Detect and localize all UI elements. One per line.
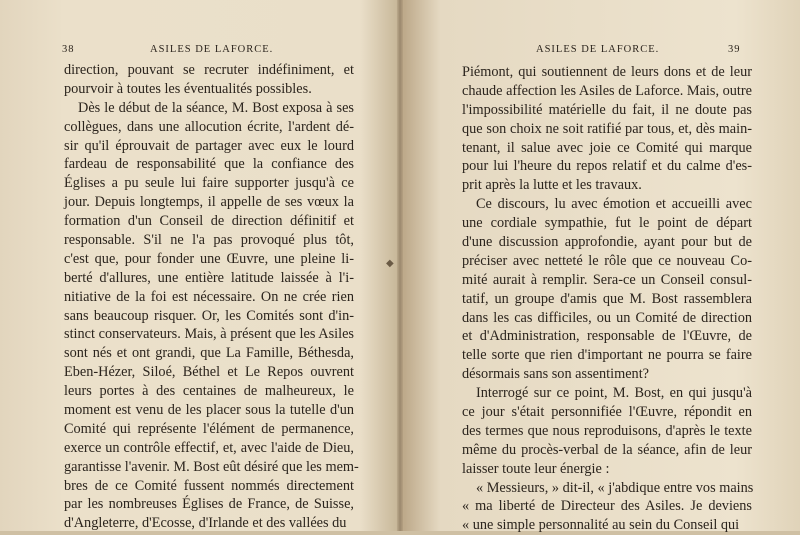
text-line: mité aurait à remplir. Sera-ce un Conseil consul- — [462, 271, 752, 288]
text-line: jour. Depuis longtemps, il appelle de ses vœux la — [64, 194, 354, 211]
text-line: responsable. S'il ne l'a pas provoqué plus tôt, — [64, 232, 354, 249]
text-line: d'Angleterre, d'Ecosse, d'Irlande et des vallées du — [64, 515, 347, 532]
text-line: telle sorte que rien d'important ne pourra se faire — [462, 347, 752, 364]
text-line: fardeau de responsabilité que la confiance des — [64, 156, 354, 173]
text-line: « une simple personnalité au sein du Conseil qui — [462, 517, 740, 534]
text-line: dans les cas difficiles, ou un Comité de direction — [462, 309, 752, 326]
text-line: moment est venu de les placer sous la tutelle d'un — [64, 402, 354, 419]
text-line: Eben-Hézer, Siloé, Béthel et Le Repos ouvrent — [64, 364, 354, 381]
text-line: que son choix ne soit ratifié par tous, et, dès main- — [462, 120, 752, 137]
text-line: désormais sans son assentiment? — [462, 366, 650, 383]
text-line: sans beaucoup risquer. Or, les Comités sont d'in- — [64, 307, 354, 324]
text-line: leurs portes à des centaines de malheureux, le — [64, 383, 354, 400]
text-line: tenant, il salue avec joie ce Comité qui marque — [462, 139, 752, 156]
gutter-mark: ◆ — [386, 258, 394, 269]
text-line: laisser toute leur énergie : — [462, 460, 610, 477]
page-number: 38 — [62, 44, 75, 55]
text-line: même du procès-verbal de la séance, afin de leur — [462, 441, 752, 458]
text-line: préciser avec netteté le rôle que ce nouveau Co- — [462, 252, 752, 269]
text-line: Ce discours, lu avec émotion et accueilli avec — [476, 196, 752, 213]
text-line: collègues, dans une allocution écrite, l'ardent dé- — [64, 118, 354, 135]
text-line: nitiative de la foi est nécessaire. On ne crée rien — [64, 288, 354, 305]
text-line: sir qu'il éprouvait de partager avec eux le lourd — [64, 137, 354, 154]
text-line: c'est que, pour fonder une Œuvre, une pleine li- — [64, 250, 354, 267]
text-line: Interrogé sur ce point, M. Bost, en qui jusqu'à — [476, 385, 752, 402]
page-body — [462, 63, 752, 535]
text-line: chaude affection les Asiles de Laforce. Mais, outre — [462, 82, 752, 99]
running-head: ASILES DE LAFORCE. — [536, 44, 660, 55]
text-line: bres de ce Comité fussent nommés directement — [64, 477, 354, 494]
text-line: exerce un contrôle effectif, et, avec l'aide de Dieu, — [64, 439, 354, 456]
text-line: des termes que nous reproduisons, d'après le texte — [462, 422, 752, 439]
text-line: ce jour s'était personnifiée l'Œuvre, répondit en — [462, 404, 752, 421]
text-line: prit après la lutte et les travaux. — [462, 177, 642, 194]
text-line: pour lui l'heure du repos relatif et du calme d'es- — [462, 158, 752, 175]
text-line: Églises a pu seule lui faire supporter jusqu'à ce — [64, 175, 354, 192]
text-line: d'une discussion approfondie, ayant pour but de — [462, 234, 752, 251]
right-page — [402, 0, 800, 534]
text-line: pourvoir à toutes les éventualités possibles. — [64, 80, 312, 97]
text-line: formation d'un Conseil de direction définitif et — [64, 213, 354, 230]
text-line: « ma liberté de Directeur des Asiles. Je deviens — [462, 498, 752, 515]
running-head: ASILES DE LAFORCE. — [150, 44, 274, 55]
text-line: et d'Administration, responsable de l'Œuvre, de — [462, 328, 752, 345]
page-body — [64, 61, 359, 533]
text-line: Comité qui représente l'élément de permanence, — [64, 420, 354, 437]
text-line: garantisse l'avenir. M. Bost eût désiré que les mem- — [64, 458, 359, 475]
page-number: 39 — [728, 44, 741, 55]
text-line: stinct conservateurs. Mais, à présent que les Asiles — [64, 326, 354, 343]
text-line: berté d'allures, une entière latitude laissée à l'i- — [64, 269, 354, 286]
text-line: l'impossibilité matérielle du fait, il ne doute pas — [462, 101, 752, 118]
text-line: direction, pouvant se recruter indéfiniment, et — [64, 62, 354, 78]
text-line: sont nés et ont grandi, que La Famille, Béthesda, — [64, 345, 354, 362]
left-page — [0, 0, 398, 531]
text-line: tatif, un groupe d'amis que M. Bost rassemblera — [462, 290, 752, 307]
text-line: par les nombreuses Églises de France, de Suisse, — [64, 496, 354, 513]
text-line: une cordiale sympathie, fut le point de départ — [462, 215, 752, 232]
text-line: « Messieurs, » dit-il, « j'abdique entre vos mains — [476, 479, 754, 496]
text-line: Piémont, qui soutiennent de leurs dons et de leur — [462, 64, 752, 80]
text-line: Dès le début de la séance, M. Bost exposa à ses — [78, 99, 354, 116]
